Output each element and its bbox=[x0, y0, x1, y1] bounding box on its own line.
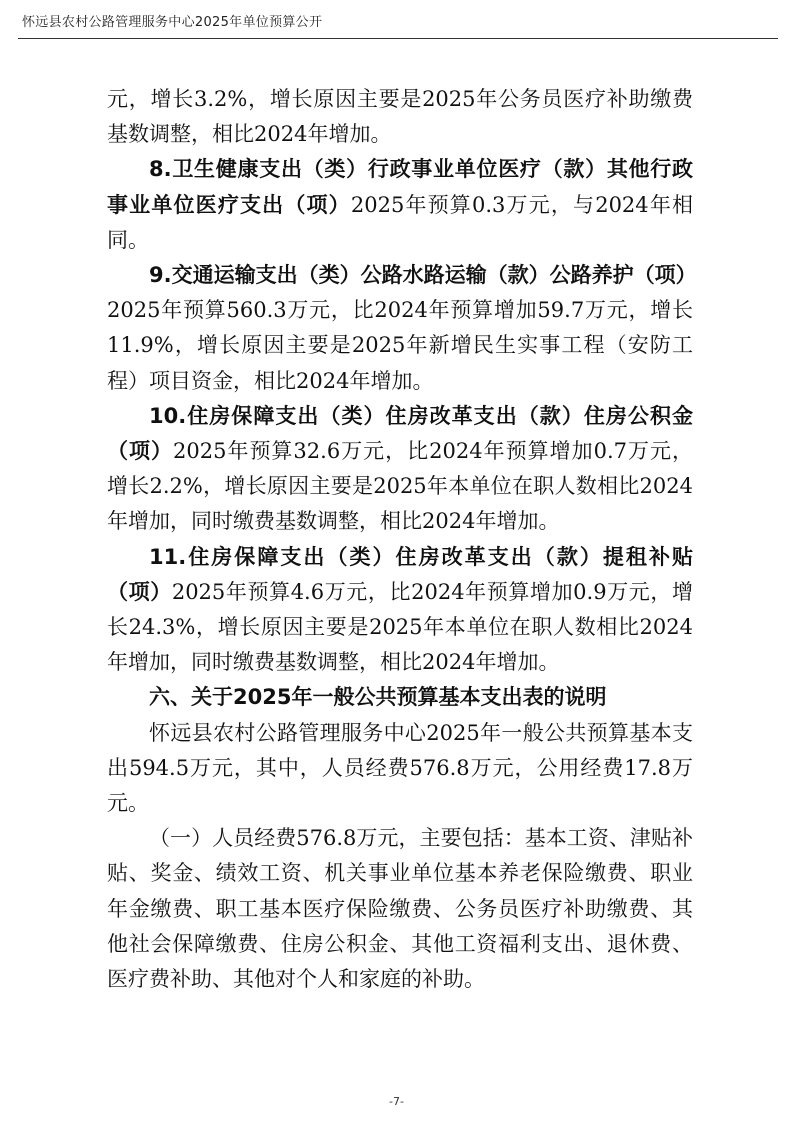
paragraph-heading: 8.卫生健康支出（类）行政事业单位医疗（款）其他行政事业单位医疗支出（项） bbox=[107, 157, 693, 217]
paragraph-item-9 bbox=[107, 258, 697, 399]
paragraph-summary bbox=[107, 716, 693, 822]
paragraph-text: 元，增长3.2%，增长原因主要是2025年公务员医疗补助缴费基数调整，相比2024年增加。 bbox=[107, 87, 693, 147]
paragraph-heading: 11.住房保障支出（类）住房改革支出（款）提租补贴（项） bbox=[107, 544, 693, 604]
page-number: -7- bbox=[389, 1095, 404, 1108]
paragraph-item-10 bbox=[107, 399, 693, 540]
paragraph-heading: 9.交通运输支出（类）公路水路运输（款）公路养护（项） bbox=[149, 263, 697, 288]
paragraph-text: 2025年预算4.6万元，比2024年预算增加0.9万元，增长24.3%，增长原因主要是2025年本单位在职人数相比2024年增加，同时缴费基数调整，相比2024年增加。 bbox=[107, 579, 694, 675]
paragraph-text: （一）人员经费576.8万元，主要包括：基本工资、津贴补贴、奖金、绩效工资、机关事业单位基本养老保险缴费、职业年金缴费、职工基本医疗保险缴费、公务员医疗补助缴费、其他社会保障缴费、住房公积金、其他工资福利支出、退休费、医疗费补助、其他对个人和家庭的补助。 bbox=[107, 826, 693, 992]
paragraph-personnel-expenses bbox=[107, 821, 693, 997]
section-heading: 六、关于2025年一般公共预算基本支出表的说明 bbox=[149, 685, 607, 710]
document-header: 怀远县农村公路管理服务中心2025年单位预算公开 bbox=[22, 15, 323, 30]
document-body bbox=[107, 82, 697, 997]
paragraph-continuation bbox=[107, 82, 693, 152]
section-heading-6 bbox=[107, 680, 693, 715]
paragraph-heading: 10.住房保障支出（类）住房改革支出（款）住房公积金（项） bbox=[107, 403, 693, 464]
paragraph-item-8 bbox=[107, 152, 693, 258]
paragraph-item-11 bbox=[107, 540, 693, 681]
paragraph-text: 2025年预算560.3万元，比2024年预算增加59.7万元，增长11.9%，增长原因主要是2025年新增民生实事工程（安防工程）项目资金，相比2024年增加。 bbox=[107, 298, 693, 393]
paragraph-text: 2025年预算32.6万元，比2024年预算增加0.7万元，增长2.2%，增长原因主要是2025年本单位在职人数相比2024年增加，同时缴费基数调整，相比2024年增加。 bbox=[107, 439, 693, 534]
paragraph-text: 怀远县农村公路管理服务中心2025年一般公共预算基本支出594.5万元，其中，人员经费576.8万元，公用经费17.8万元。 bbox=[107, 720, 693, 816]
header-divider bbox=[18, 38, 778, 39]
paragraph-text: 2025年预算0.3万元，与2024年相同。 bbox=[107, 192, 693, 252]
